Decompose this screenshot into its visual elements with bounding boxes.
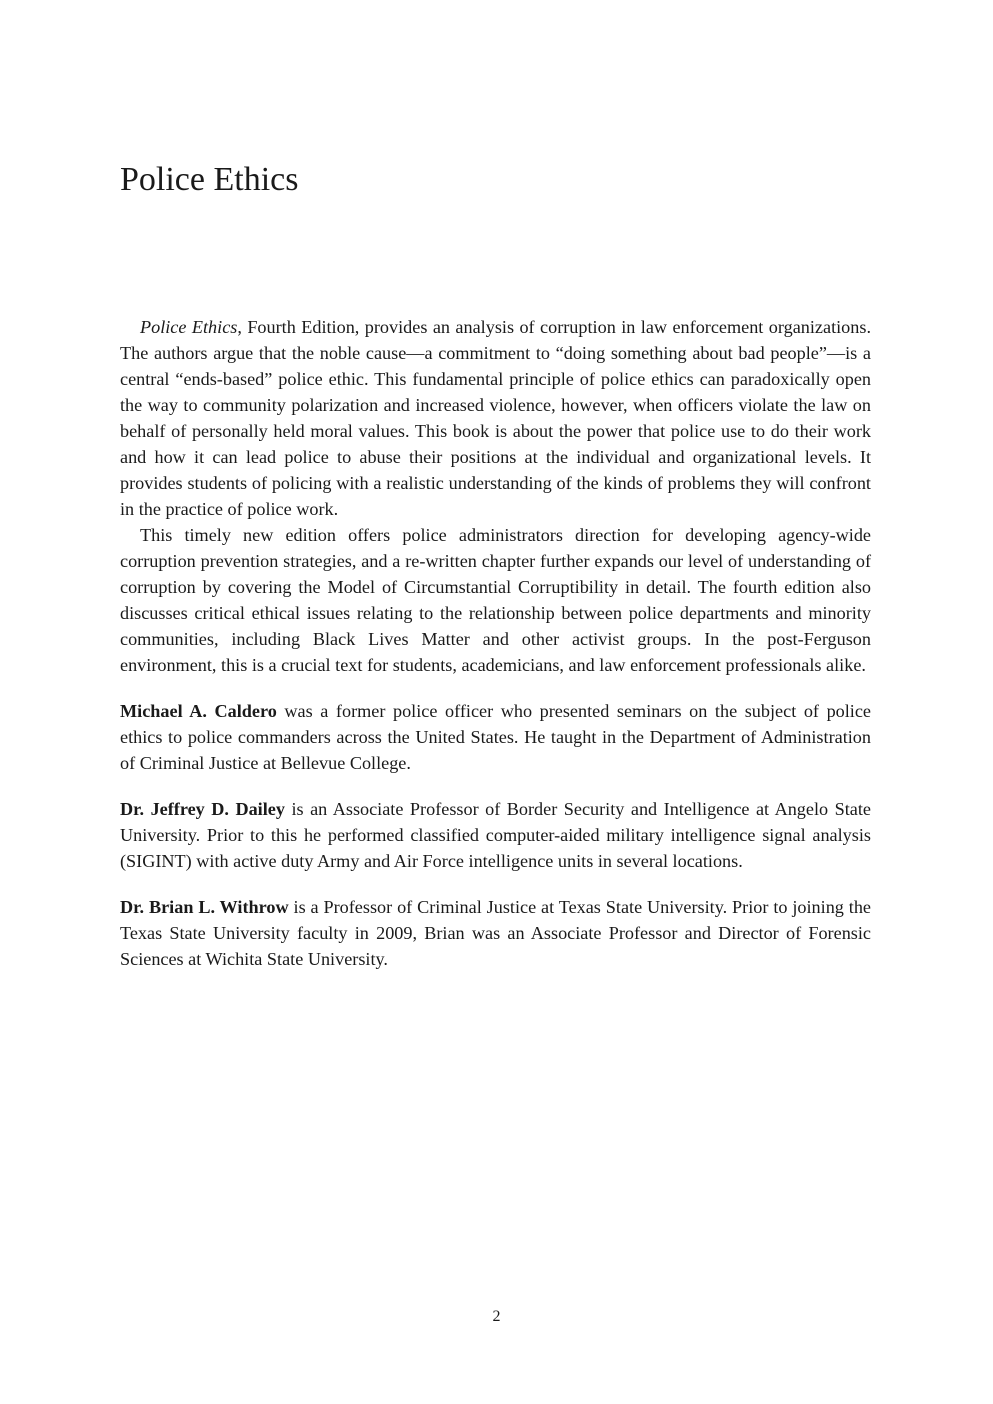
author-bio-text: is a Professor of Criminal Justice at Texas State University. Prior to joining the Texas State University faculty in 2009, Brian was an Associate Professor and Director of Forensic Sciences at Wichita State University. <box>120 897 871 969</box>
description-paragraph-1-text: , Fourth Edition, provides an analysis of corruption in law enforcement organizations. The authors argue that the noble cause—a commitment to “doing something about bad people”—is a central “ends-based” police ethic. This fundamental principle of police ethics can paradoxically open the way to community polarization and increased violence, however, when officers violate the law on behalf of personally held moral values. This book is about the power that police use to do their work and how it can lead police to abuse their positions at the individual and organizational levels. It provides students of policing with a realistic understanding of the kinds of problems they will confront in the practice of police work. <box>120 317 871 519</box>
author-name: Dr. Jeffrey D. Dailey <box>120 799 285 819</box>
author-bio-dailey <box>120 796 871 874</box>
description-paragraph-1 <box>120 314 871 522</box>
author-bio-text: is an Associate Professor of Border Security and Intelligence at Angelo State University. Prior to this he performed classified computer-aided military intelligence signal analysis (SIGINT) with active duty Army and Air Force intelligence units in several locations. <box>120 799 871 871</box>
page-title: Police Ethics <box>120 161 299 198</box>
author-bio-text: was a former police officer who presented seminars on the subject of police ethics to police commanders across the United States. He taught in the Department of Administration of Criminal Justice at Bellevue College. <box>120 701 872 773</box>
author-name: Michael A. Caldero <box>120 701 277 721</box>
author-bio-withrow <box>120 894 871 972</box>
page-number: 2 <box>492 1308 501 1325</box>
description-paragraph-2: This timely new edition offers police administrators direction for developing agency-wide corruption prevention strategies, and a re-written chapter further expands our level of understanding of corruption by covering the Model of Circumstantial Corruptibility in detail. The fourth edition also discusses critical ethical issues relating to the relationship between police departments and minority communities, including Black Lives Matter and other activist groups. In the post-Ferguson environment, this is a crucial text for students, academicians, and law enforcement professionals alike. <box>120 525 871 675</box>
book-title-italic: Police Ethics <box>140 317 238 337</box>
body-text <box>120 314 871 972</box>
author-name: Dr. Brian L. Withrow <box>120 897 289 917</box>
author-bio-caldero <box>120 698 871 776</box>
